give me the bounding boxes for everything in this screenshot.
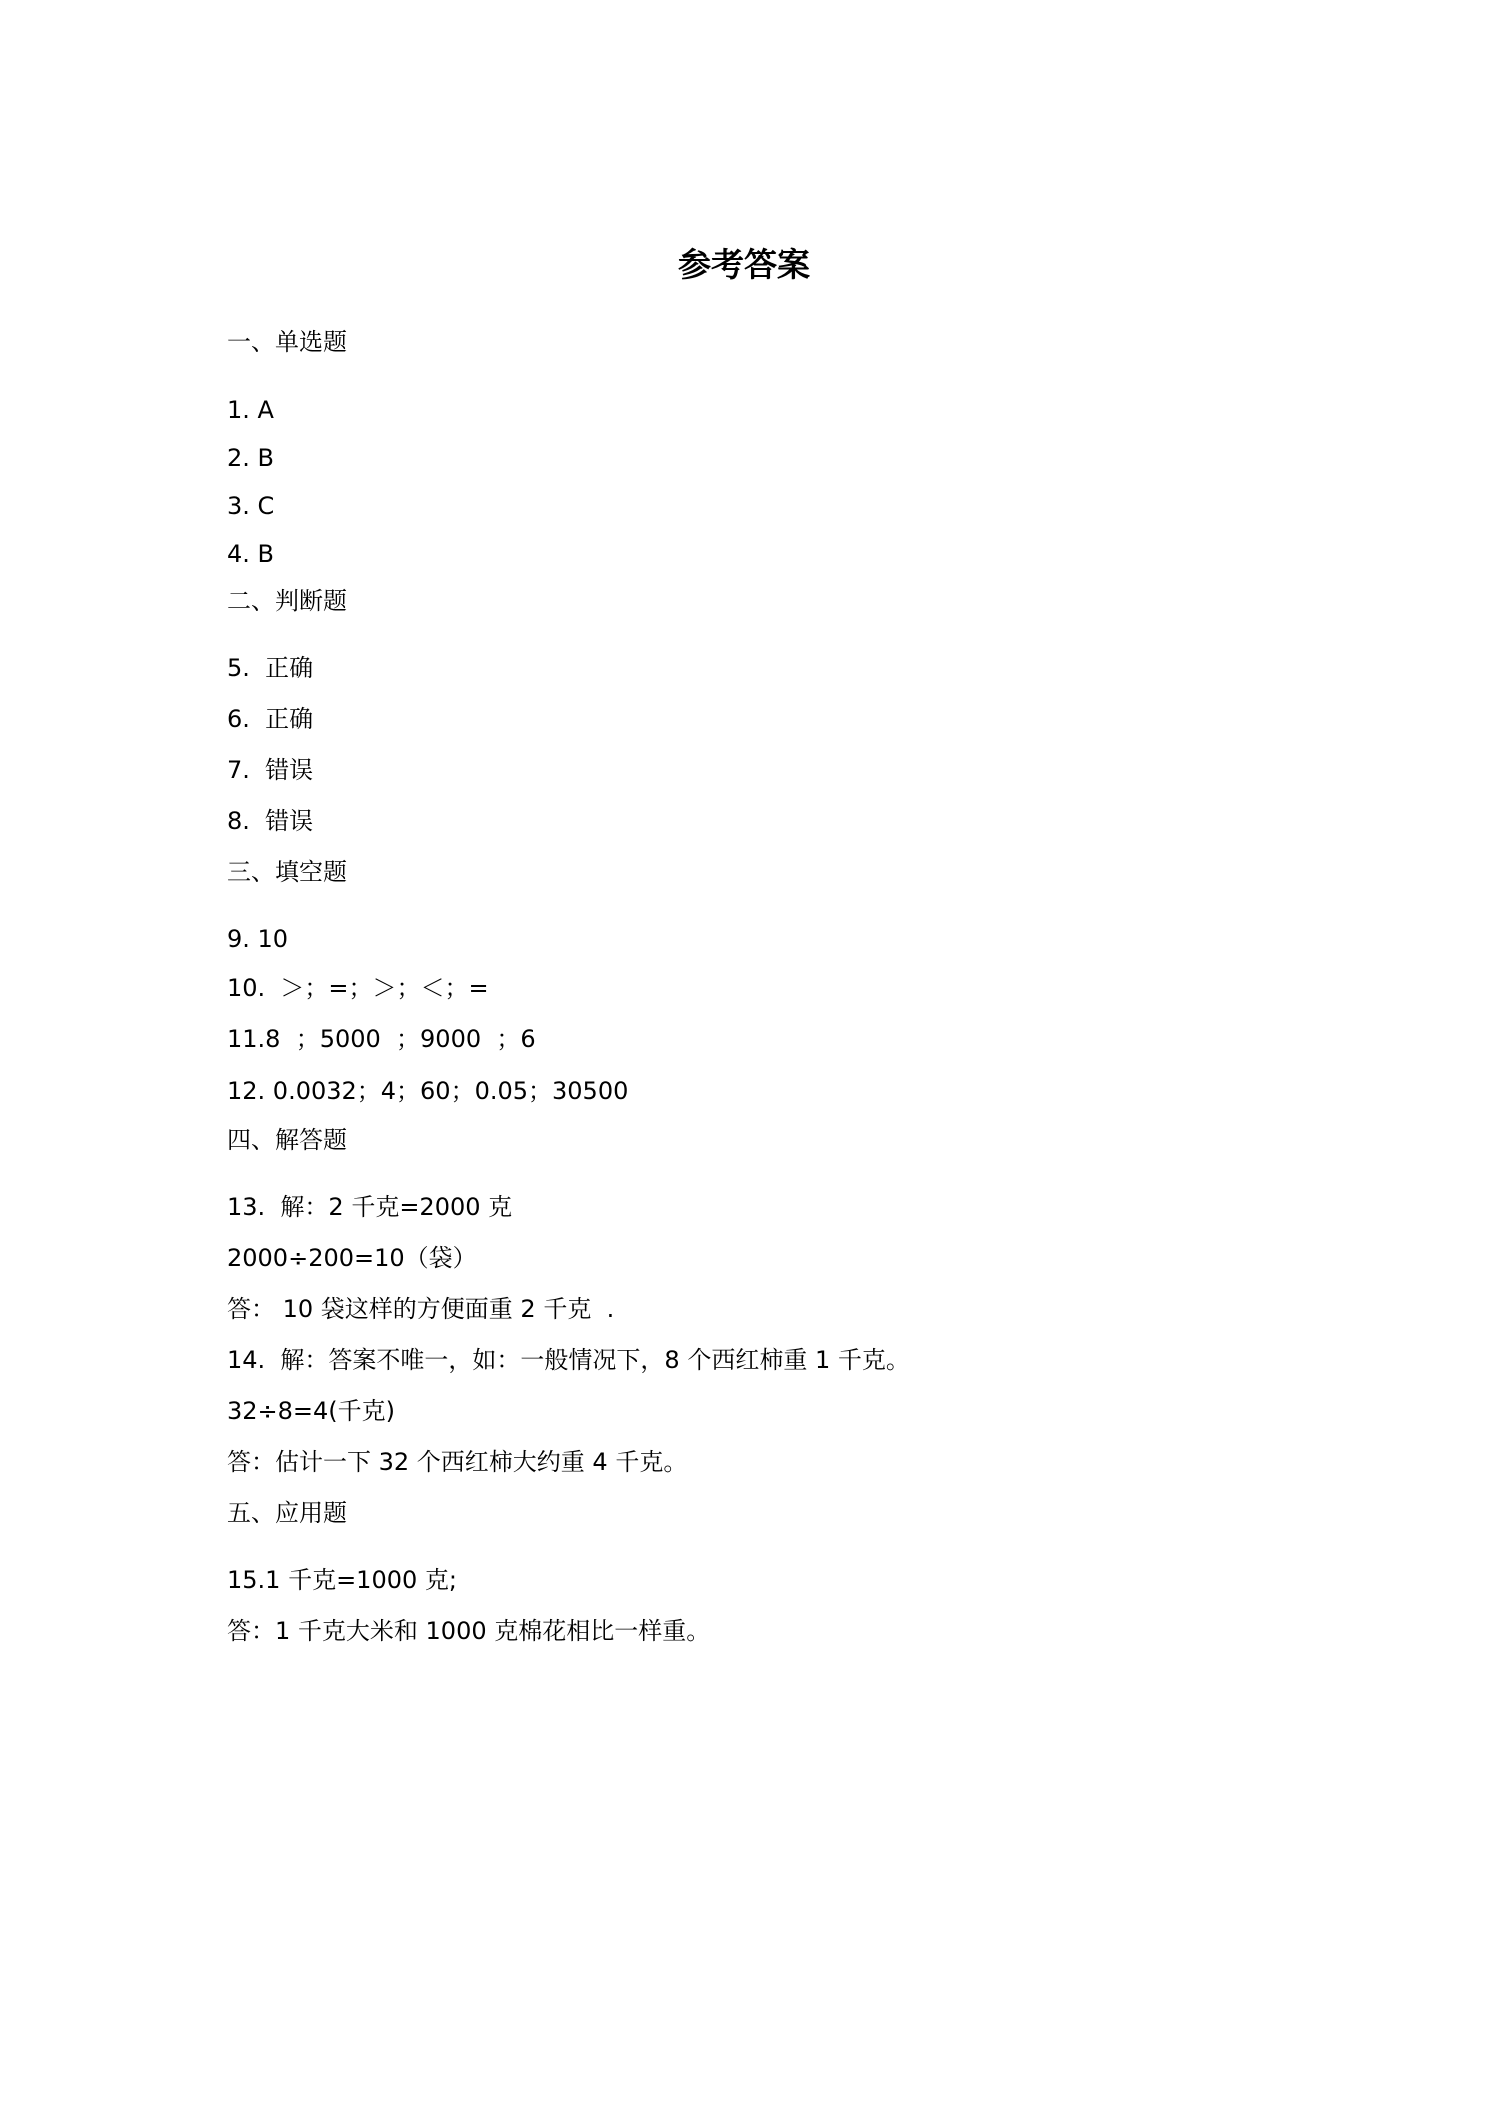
answer-item: 2. B bbox=[227, 444, 274, 472]
answer-item: 11.8 ；5000 ；9000 ；6 bbox=[227, 1025, 536, 1053]
answer-item: 12. 0.0032；4；60；0.05；30500 bbox=[227, 1077, 629, 1105]
section-heading: 五、应用题 bbox=[227, 1499, 347, 1527]
answer-item: 答： 10 袋这样的方便面重 2 千克 . bbox=[227, 1295, 615, 1323]
answer-item: 6. 正确 bbox=[227, 705, 314, 733]
answer-item: 1. A bbox=[227, 396, 274, 424]
answer-item: 2000÷200=10（袋） bbox=[227, 1244, 477, 1272]
answer-item: 8. 错误 bbox=[227, 807, 314, 835]
answer-item: 3. C bbox=[227, 492, 275, 520]
section-heading: 一、单选题 bbox=[227, 328, 347, 356]
answer-item: 4. B bbox=[227, 540, 274, 568]
answer-item: 9. 10 bbox=[227, 925, 289, 953]
answer-item: 答：估计一下 32 个西红柿大约重 4 千克。 bbox=[227, 1448, 688, 1476]
answer-item: 5. 正确 bbox=[227, 654, 314, 682]
answer-item: 10. ＞；=；＞；＜；= bbox=[227, 974, 489, 1002]
section-heading: 四、解答题 bbox=[227, 1126, 347, 1154]
answer-item: 32÷8=4(千克) bbox=[227, 1397, 396, 1425]
answer-item: 答：1 千克大米和 1000 克棉花相比一样重。 bbox=[227, 1617, 711, 1645]
answer-item: 13. 解：2 千克=2000 克 bbox=[227, 1193, 513, 1221]
section-heading: 二、判断题 bbox=[227, 587, 347, 615]
answer-item: 14. 解：答案不唯一，如：一般情况下，8 个西红柿重 1 千克。 bbox=[227, 1346, 910, 1374]
answer-item: 15.1 千克=1000 克; bbox=[227, 1566, 457, 1594]
answer-item: 7. 错误 bbox=[227, 756, 314, 784]
section-heading: 三、填空题 bbox=[227, 858, 347, 886]
page-title: 参考答案 bbox=[678, 245, 810, 284]
